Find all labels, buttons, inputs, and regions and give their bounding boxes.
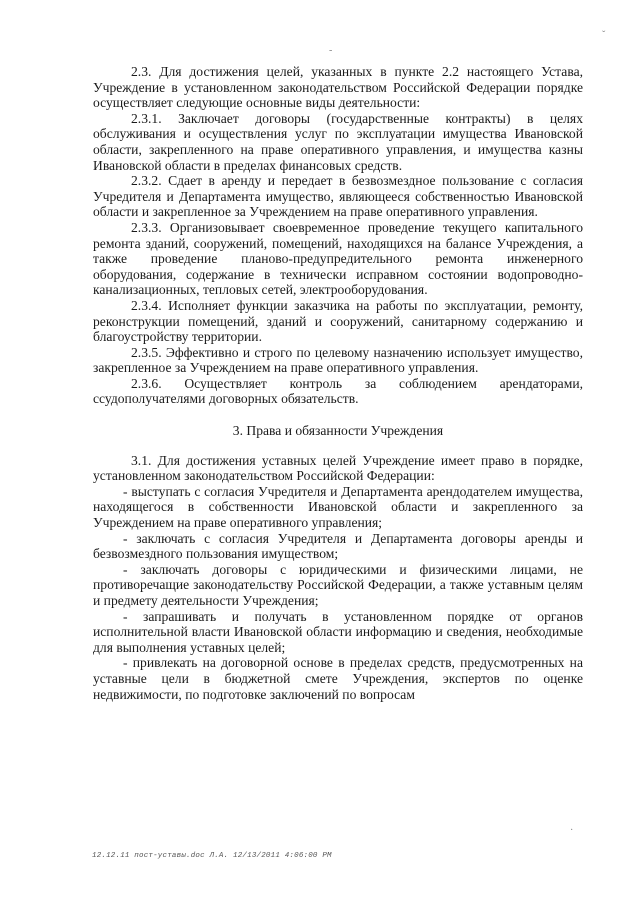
section-3-heading: 3. Права и обязанности Учреждения: [232, 423, 444, 439]
paragraph-2-3-5: 2.3.5. Эффективно и строго по целевому назначению использует имущество, закрепленное за Учреждением на праве оперативного управления.: [93, 344, 583, 376]
document-page: [93, 64, 583, 702]
bullet-item: - заключать договоры с юридическими и физическими лицами, не противоречащие законодательству Российской Федерации, а также уставным целям и предмету деятельности Учреждения;: [93, 561, 583, 608]
paragraph-2-3-3: 2.3.3. Организовывает своевременное проведение текущего капитального ремонта зданий, сооружений, помещений, находящихся на балансе Учреждения, а также проведение планово-предупредительного ремонта инженерного оборудования, содержание в технически исправном состоянии водопроводно-канализационных, тепловых сетей, электрооборудования.: [93, 219, 583, 298]
paragraph-3-1: 3.1. Для достижения уставных целей Учреждение имеет право в порядке, установленном законодательством Российской Федерации:: [93, 452, 583, 484]
document-footer: 12.12.11 пост-уставы.doc Л.А. 12/13/2011 4:06:00 PM: [92, 852, 332, 860]
paragraph-2-3-6: 2.3.6. Осуществляет контроль за соблюдением арендаторами, ссудополучателями договорных обязательств.: [93, 375, 583, 407]
paragraph-2-3-2: 2.3.2. Сдает в аренду и передает в безвозмездное пользование с согласия Учредителя и Департамента имущество, являющееся собственностью Ивановской области и закрепленное за Учреждением на праве оперативного управления.: [93, 173, 583, 220]
bullet-item: - заключать с согласия Учредителя и Департамента договоры аренды и безвозмездного пользования имуществом;: [93, 530, 583, 562]
scan-mark: ·: [570, 825, 574, 836]
bullet-item: - запрашивать и получать в установленном порядке от органов исполнительной власти Ивановской области информацию и сведения, необходимые для выполнения уставных целей;: [93, 608, 583, 655]
bullet-item: - привлекать на договорной основе в пределах средств, предусмотренных на уставные цели в бюджетной смете Учреждения, экспертов по оценке недвижимости, по подготовке заключений по вопросам: [93, 655, 583, 702]
paragraph-2-3-1: 2.3.1. Заключает договоры (государственные контракты) в целях обслуживания и осуществления услуг по эксплуатации имущества Ивановской области, закрепленного на праве оперативного управления, и имущества казны Ивановской области в пределах финансовых средств.: [93, 110, 583, 173]
scan-mark: -: [329, 45, 333, 56]
paragraph-2-3: 2.3. Для достижения целей, указанных в пункте 2.2 настоящего Устава, Учреждение в установленном законодательством Российской Федерации порядке осуществляет следующие основные виды деятельности:: [93, 64, 583, 111]
paragraph-2-3-4: 2.3.4. Исполняет функции заказчика на работы по эксплуатации, ремонту, реконструкции помещений, зданий и сооружений, санитарному содержанию и благоустройству территории.: [93, 297, 583, 345]
bullet-item: - выступать с согласия Учредителя и Департамента арендодателем имущества, находящегося в собственности Ивановской области и закрепленного за Учреждением на праве оперативного управления;: [93, 483, 583, 531]
scan-mark: ˇ: [602, 30, 606, 41]
